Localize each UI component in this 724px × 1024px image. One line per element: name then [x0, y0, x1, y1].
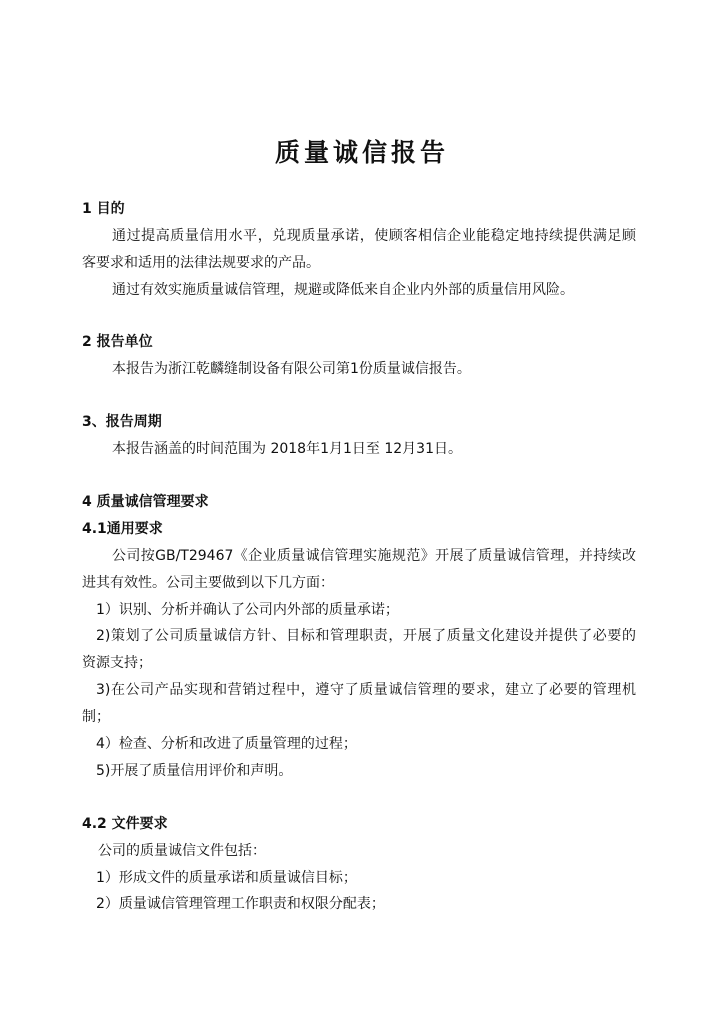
paragraph-line: 公司的质量诚信文件包括： [98, 843, 266, 859]
subsection-heading-document-requirements: 4.2 文件要求 [82, 816, 168, 832]
list-item-continuation: 制； [82, 709, 110, 725]
paragraph-line: 通过提高质量信用水平，兑现质量承诺，使顾客相信企业能稳定地持续提供满足顾 [112, 228, 636, 244]
paragraph-line: 通过有效实施质量诚信管理，规避或降低来自企业内外部的质量信用风险。 [112, 282, 574, 298]
list-item: 4）检查、分析和改进了质量管理的过程； [96, 736, 357, 752]
list-item: 1）形成文件的质量承诺和质量诚信目标； [96, 870, 357, 886]
list-item-continuation: 资源支持； [82, 655, 152, 671]
list-item: 2）质量诚信管理管理工作职责和权限分配表； [96, 896, 385, 912]
list-item: 2)策划了公司质量诚信方针、目标和管理职责，开展了质量文化建设并提供了必要的 [96, 628, 636, 644]
list-item: 3)在公司产品实现和营销过程中，遵守了质量诚信管理的要求，建立了必要的管理机 [96, 682, 636, 698]
paragraph-line: 本报告为浙江乾麟缝制设备有限公司第1份质量诚信报告。 [112, 361, 471, 377]
section-heading-management-requirements: 4 质量诚信管理要求 [82, 494, 209, 510]
paragraph-line: 客要求和适用的法律法规要求的产品。 [82, 255, 320, 271]
paragraph-line: 公司按GB/T29467《企业质量诚信管理实施规范》开展了质量诚信管理，并持续改 [112, 548, 636, 564]
list-item: 1）识别、分析并确认了公司内外部的质量承诺； [96, 602, 399, 618]
section-heading-reporting-unit: 2 报告单位 [82, 334, 153, 350]
list-item: 5)开展了质量信用评价和声明。 [96, 763, 293, 779]
subsection-heading-general: 4.1通用要求 [82, 521, 163, 537]
section-heading-purpose: 1 目的 [82, 201, 125, 217]
paragraph-line: 进其有效性。公司主要做到以下几方面： [82, 575, 334, 591]
section-heading-report-period: 3、报告周期 [82, 414, 162, 430]
document-title: 质量诚信报告 [274, 138, 449, 167]
paragraph-line: 本报告涵盖的时间范围为 2018年1月1日至 12月31日。 [112, 441, 462, 457]
